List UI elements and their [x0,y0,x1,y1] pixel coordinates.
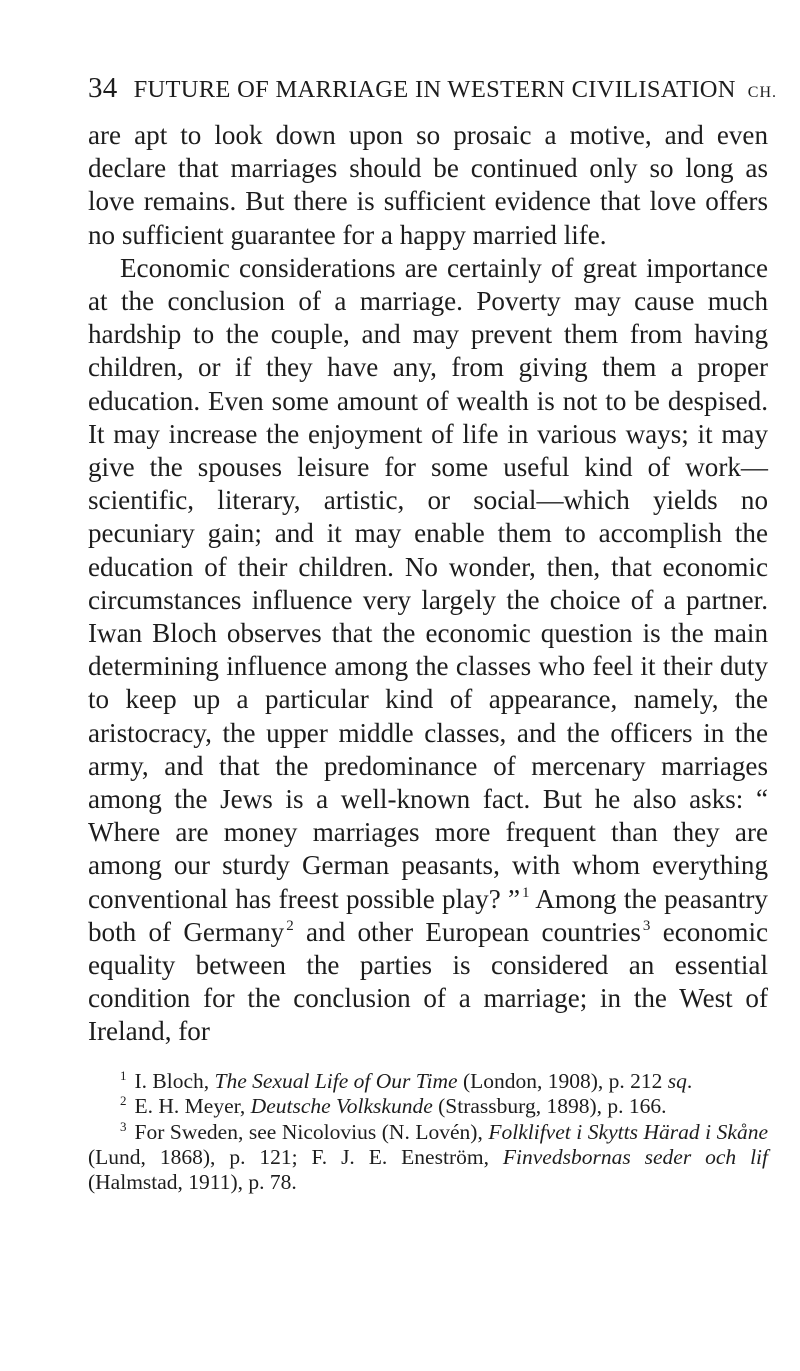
footnote-abbrev: sq [667,1068,687,1093]
footnote-number: 2 [120,1093,127,1109]
footnote-2 [88,1094,768,1119]
footnote-3 [88,1120,768,1196]
footnote-text: (Strassburg, 1898), p. 166. [432,1094,667,1119]
footnote-text: (London, 1908), p. 212 [457,1068,668,1093]
footnote-book-title-2: Finvedsbornas seder och lif [502,1144,769,1169]
footnote-text: (Lund, 1868), p. 121; F. J. E. Eneström, [88,1144,503,1169]
running-head [88,72,778,105]
paragraph-1: are apt to look down upon so prosaic a motive, and even declare that marriages should be continued only so long as love remains. But there is sufficient evidence that love offers no sufficient guarantee for a happy married life. [88,120,768,250]
paragraph-2 [88,252,768,1049]
footnote-ref-2: 2 [286,917,294,934]
footnote-text: I. Bloch, [134,1068,215,1093]
paragraph-2-part-d: economic equality between the parties is considered an essential condition for the conclusion of a marriage; in the West of Ireland, for [88,916,769,1047]
footnote-number: 3 [120,1118,127,1134]
footnote-1 [88,1069,768,1094]
footnote-text: E. H. Meyer, [134,1094,251,1119]
paragraph-2-part-c: and other European countries [293,916,641,947]
footnote-text: For Sweden, see Nicolovius (N. Lovén), [134,1119,489,1144]
footnote-ref-3: 3 [642,917,651,934]
footnote-number: 1 [120,1067,127,1083]
running-title: FUTURE OF MARRIAGE IN WESTERN CIVILISATION [133,76,736,103]
page-number: 34 [88,72,118,104]
footnote-book-title: The Sexual Life of Our Time [214,1068,458,1093]
footnote-text: . [686,1068,693,1093]
paragraph-2-part-b: Among the peasantry both of Germany [88,883,768,947]
footnote-text: (Halmstad, 1911), p. 78. [88,1170,297,1195]
paragraph-2-part-a: Economic considerations are certainly of great importance at the conclusion of a marriage. Poverty may cause much hardship to the couple, and may prevent them from having children, or if they have any, from giving them a proper education. Even some amount of wealth is not to be despised. It may increase the enjoyment of life in various ways; it may give the spouses leisure for some useful kind of work—scientific, literary, artistic, or social—which yields no pecuniary gain; and it may enable them to accomplish the education of their children. No wonder, then, that economic circumstances influence very largely the choice of a partner. Iwan Bloch observes that the economic question is the main determining influence among the classes who feel it their duty to keep up a particular kind of appearance, namely, the aristocracy, the upper middle classes, and the officers in the army, and that the predominance of mercenary marriages among the Jews is a well-known fact. But he also asks: “ Where are money marriages more frequent than they are among our sturdy German peasants, with whom everything conventional has freest possible play? ” [88,252,768,914]
book-page [88,72,778,1196]
footnotes [88,1069,768,1196]
body-text [88,119,768,1049]
footnote-ref-1: 1 [522,884,530,901]
footnote-book-title: Deutsche Volkskunde [250,1094,433,1119]
footnote-book-title: Folklifvet i Skytts Härad i Skåne [488,1119,768,1144]
chapter-abbrev: CH. [747,84,778,101]
